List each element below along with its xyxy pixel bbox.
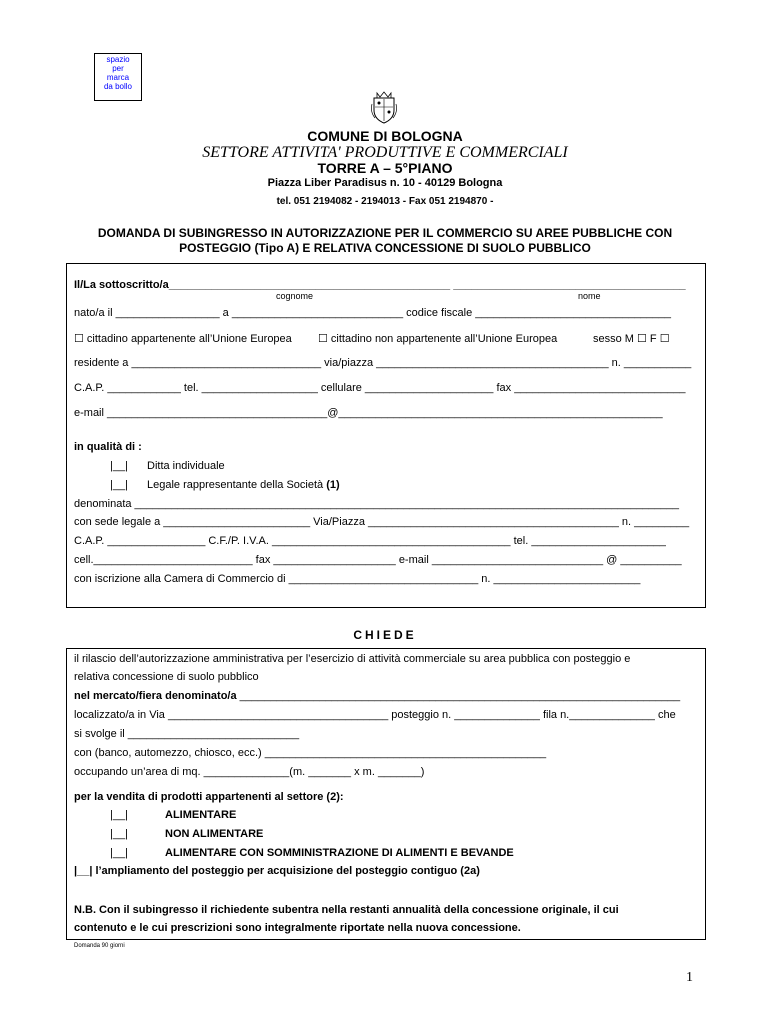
mercato-field[interactable] [74, 690, 680, 702]
alimentare-checkbox[interactable]: |__| [110, 809, 128, 821]
company-contact-field[interactable]: cell.__________________________ fax ____________________ e-mail ____________________________ @ __________ [74, 554, 682, 566]
occupando-field[interactable]: occupando un’area di mq. ______________(m. _______ x m. _______) [74, 766, 425, 778]
legale-label [147, 479, 340, 491]
page-number: 1 [686, 970, 693, 985]
stamp-box [94, 53, 142, 101]
stamp-text-3: marca [106, 73, 130, 82]
legale-note: (1) [326, 479, 340, 491]
alimentare-label: ALIMENTARE [165, 809, 237, 821]
footer-note: Domanda 90 giorni [74, 943, 125, 949]
ditta-checkbox[interactable]: |__| [110, 460, 128, 472]
localizzato-field[interactable]: localizzato/a in Via ____________________________________ posteggio n. ______________ fila n.______________ che [74, 709, 676, 721]
coat-of-arms-icon [369, 90, 399, 124]
phone-line: tel. 051 2194082 - 2194013 - Fax 051 2194870 - [276, 196, 494, 207]
address-line: Piazza Liber Paradisus n. 10 - 40129 Bologna [267, 177, 503, 189]
stamp-text-1: spazio [106, 55, 130, 64]
eu-citizen-checkbox[interactable]: ☐ cittadino appartenente all’Unione Europea [74, 333, 292, 345]
rilascio-text-2: relativa concessione di suolo pubblico [74, 671, 259, 683]
contact-field[interactable]: C.A.P. ____________ tel. ___________________ cellulare _____________________ fax ____________________________ [74, 382, 686, 394]
rilascio-text-1: il rilascio dell’autorizzazione amministrativa per l’esercizio di attività commerciale su area pubblica con posteggio e [74, 653, 631, 665]
birth-field[interactable]: nato/a il _________________ a ____________________________ codice fiscale ________________________________ [74, 307, 672, 319]
somministrazione-label: ALIMENTARE CON SOMMINISTRAZIONE DI ALIMENTI E BEVANDE [165, 847, 514, 859]
svolge-field[interactable]: si svolge il ____________________________ [74, 728, 300, 740]
qualita-label: in qualità di : [74, 441, 142, 453]
legale-text: Legale rappresentante della Società [147, 479, 327, 491]
form-title-line-1: DOMANDA DI SUBINGRESSO IN AUTORIZZAZIONE PER IL COMMERCIO SU AREE PUBBLICHE CON [97, 226, 673, 240]
settore-title: SETTORE ATTIVITA' PRODUTTIVE E COMMERCIALI [202, 144, 568, 161]
sottoscritto-field[interactable]: Il/La sottoscritto/a______________________________________________ ______________________________________ [74, 279, 686, 291]
sex-checkbox[interactable]: sesso M ☐ F ☐ [593, 333, 670, 345]
nb-text-1: N.B. Con il subingresso il richiedente subentra nella restanti annualità della concessione originale, il cui [74, 904, 619, 916]
nome-label: nome [578, 291, 601, 301]
non-eu-citizen-checkbox[interactable]: ☐ cittadino non appartenente all’Unione Europea [318, 333, 558, 345]
nb-text-2: contenuto e le cui prescrizioni sono integralmente riportate nella nuova concessione. [74, 922, 521, 934]
email-field[interactable]: e-mail ____________________________________@_____________________________________________________ [74, 407, 663, 419]
stamp-text-2: per [112, 64, 124, 73]
stamp-text-4: da bollo [103, 82, 133, 91]
denominata-field[interactable]: denominata _________________________________________________________________________________________ [74, 498, 680, 510]
banco-field[interactable]: con (banco, automezzo, chiosco, ecc.) ______________________________________________ [74, 747, 547, 759]
ditta-label: Ditta individuale [147, 460, 225, 472]
residence-field[interactable]: residente a _______________________________ via/piazza ______________________________________ n. ___________ [74, 357, 692, 369]
legale-checkbox[interactable]: |__| [110, 479, 128, 491]
form-title-line-2: POSTEGGIO (Tipo A) E RELATIVA CONCESSIONE DI SUOLO PUBBLICO [179, 241, 591, 255]
cognome-label: cognome [276, 291, 314, 301]
torre-title: TORRE A – 5°PIANO [317, 160, 453, 176]
vendita-label: per la vendita di prodotti appartenenti al settore (2): [74, 791, 344, 803]
ampliamento-checkbox[interactable]: |__| l’ampliamento del posteggio per acquisizione del posteggio contiguo (2a) [74, 865, 480, 877]
sede-field[interactable]: con sede legale a ________________________ Via/Piazza _________________________________________ n. _________ [74, 516, 690, 528]
iscrizione-field[interactable]: con iscrizione alla Camera di Commercio di _______________________________ n. ________________________ [74, 573, 641, 585]
non-alimentare-label: NON ALIMENTARE [165, 828, 264, 840]
company-cap-field[interactable]: C.A.P. ________________ C.F./P. I.V.A. _______________________________________ tel. ______________________ [74, 535, 666, 547]
mercato-blank[interactable]: ________________________________________________________________________ [236, 690, 681, 702]
somministrazione-checkbox[interactable]: |__| [110, 847, 128, 859]
chiede-heading: CHIEDE [353, 628, 417, 642]
mercato-label: nel mercato/fiera denominato/a [74, 690, 237, 702]
non-alimentare-checkbox[interactable]: |__| [110, 828, 128, 840]
comune-title: COMUNE DI BOLOGNA [307, 128, 463, 144]
